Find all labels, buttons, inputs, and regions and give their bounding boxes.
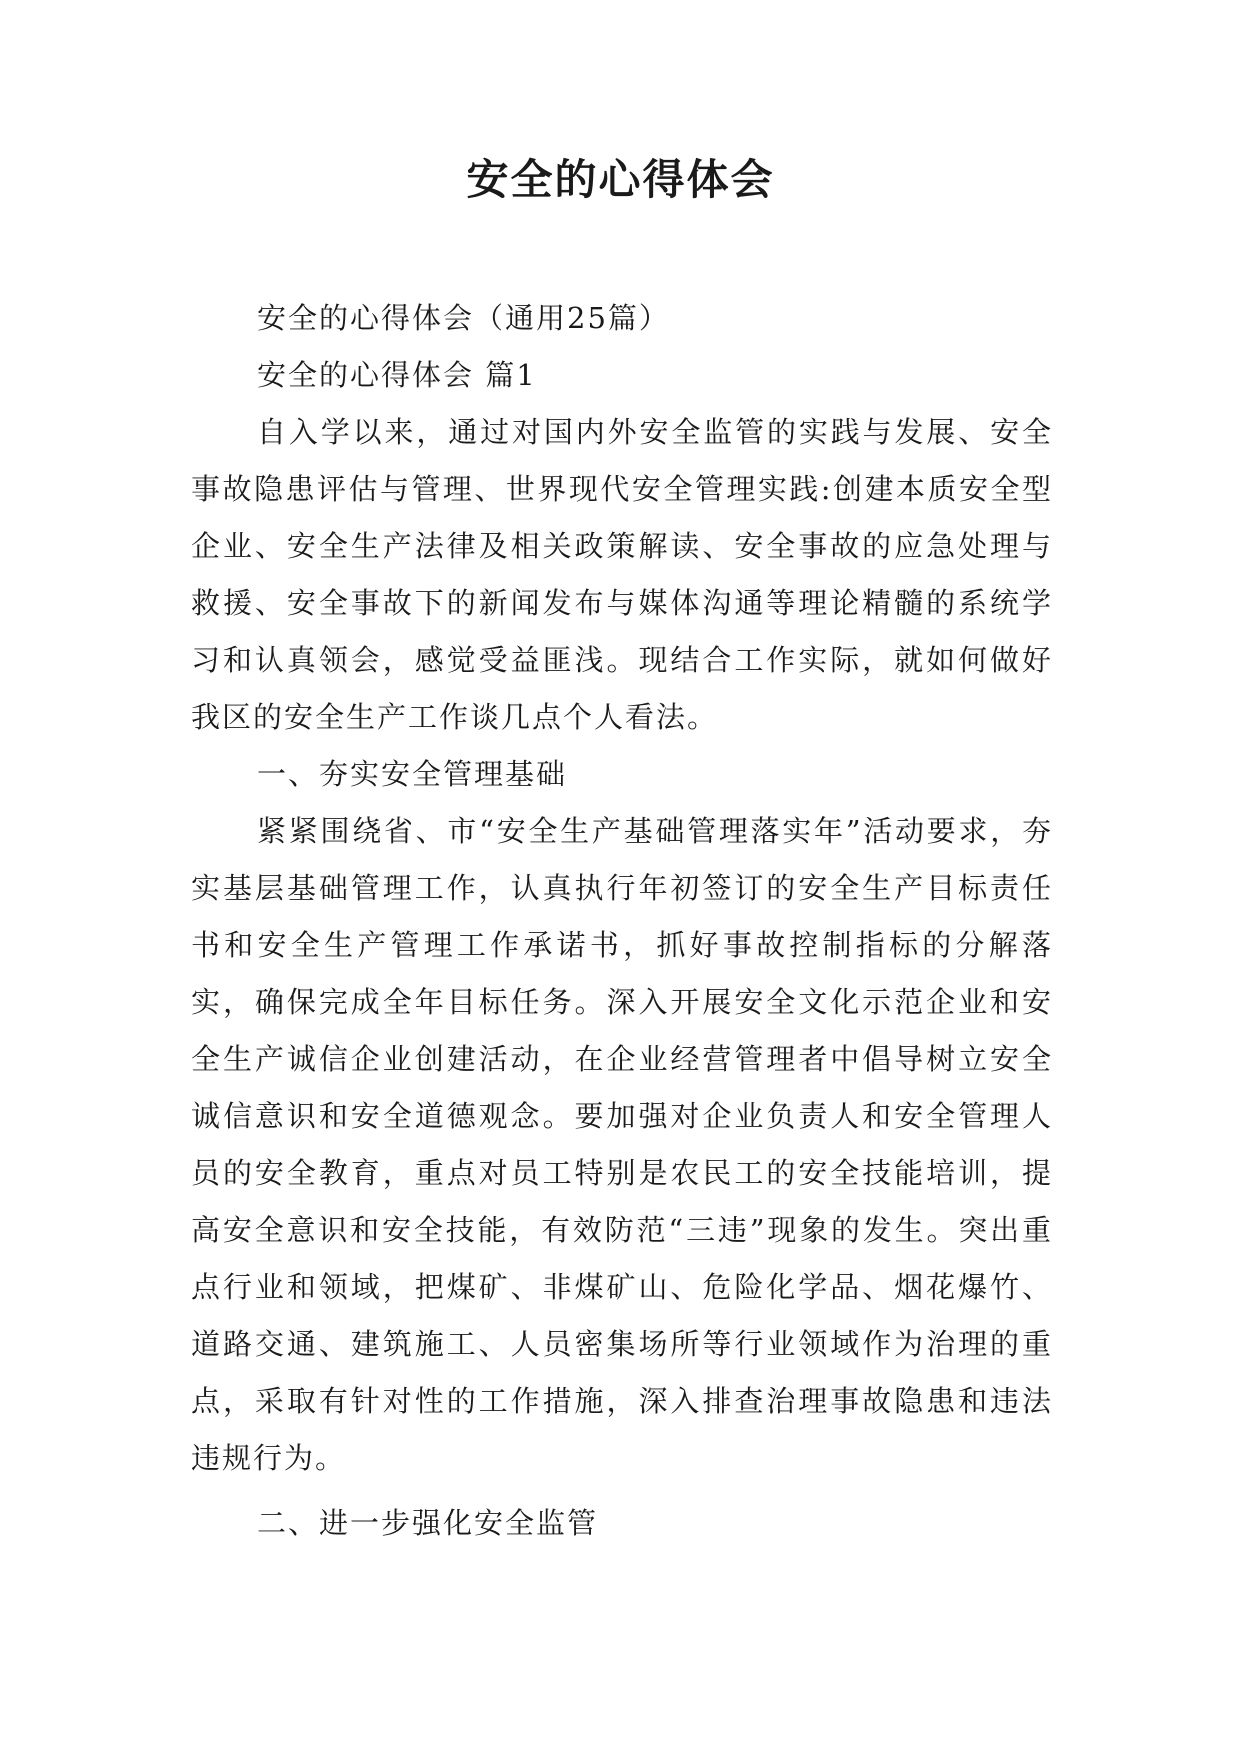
document-title: 安全的心得体会	[466, 155, 775, 204]
paragraph-collection-title: 安全的心得体会（通用25篇）	[257, 301, 670, 335]
paragraph-intro: 自入学以来，通过对国内外安全监管的实践与发展、安全事故隐患评估与管理、世界现代安全管理实践:创建本质安全型企业、安全生产法律及相关政策解读、安全事故的应急处理与救援、安全事故下的新闻发布与媒体沟通等理论精髓的系统学习和认真领会，感觉受益匪浅。现结合工作实际，就如何做好我区的安全生产工作谈几点个人看法。	[191, 415, 1053, 734]
paragraph-section-heading: 安全的心得体会 篇1	[257, 358, 537, 392]
paragraph-heading-one: 一、夯实安全管理基础	[257, 757, 568, 791]
document-body	[191, 290, 1053, 1552]
paragraph-heading-two: 二、进一步强化安全监管	[257, 1506, 599, 1540]
paragraph-body-one: 紧紧围绕省、市“安全生产基础管理落实年”活动要求，夯实基层基础管理工作，认真执行年初签订的安全生产目标责任书和安全生产管理工作承诺书，抓好事故控制指标的分解落实，确保完成全年目标任务。深入开展安全文化示范企业和安全生产诚信企业创建活动，在企业经营管理者中倡导树立安全诚信意识和安全道德观念。要加强对企业负责人和安全管理人员的安全教育，重点对员工特别是农民工的安全技能培训，提高安全意识和安全技能，有效防范“三违”现象的发生。突出重点行业和领域，把煤矿、非煤矿山、危险化学品、烟花爆竹、道路交通、建筑施工、人员密集场所等行业领域作为治理的重点，采取有针对性的工作措施，深入排查治理事故隐患和违法违规行为。	[191, 814, 1053, 1475]
